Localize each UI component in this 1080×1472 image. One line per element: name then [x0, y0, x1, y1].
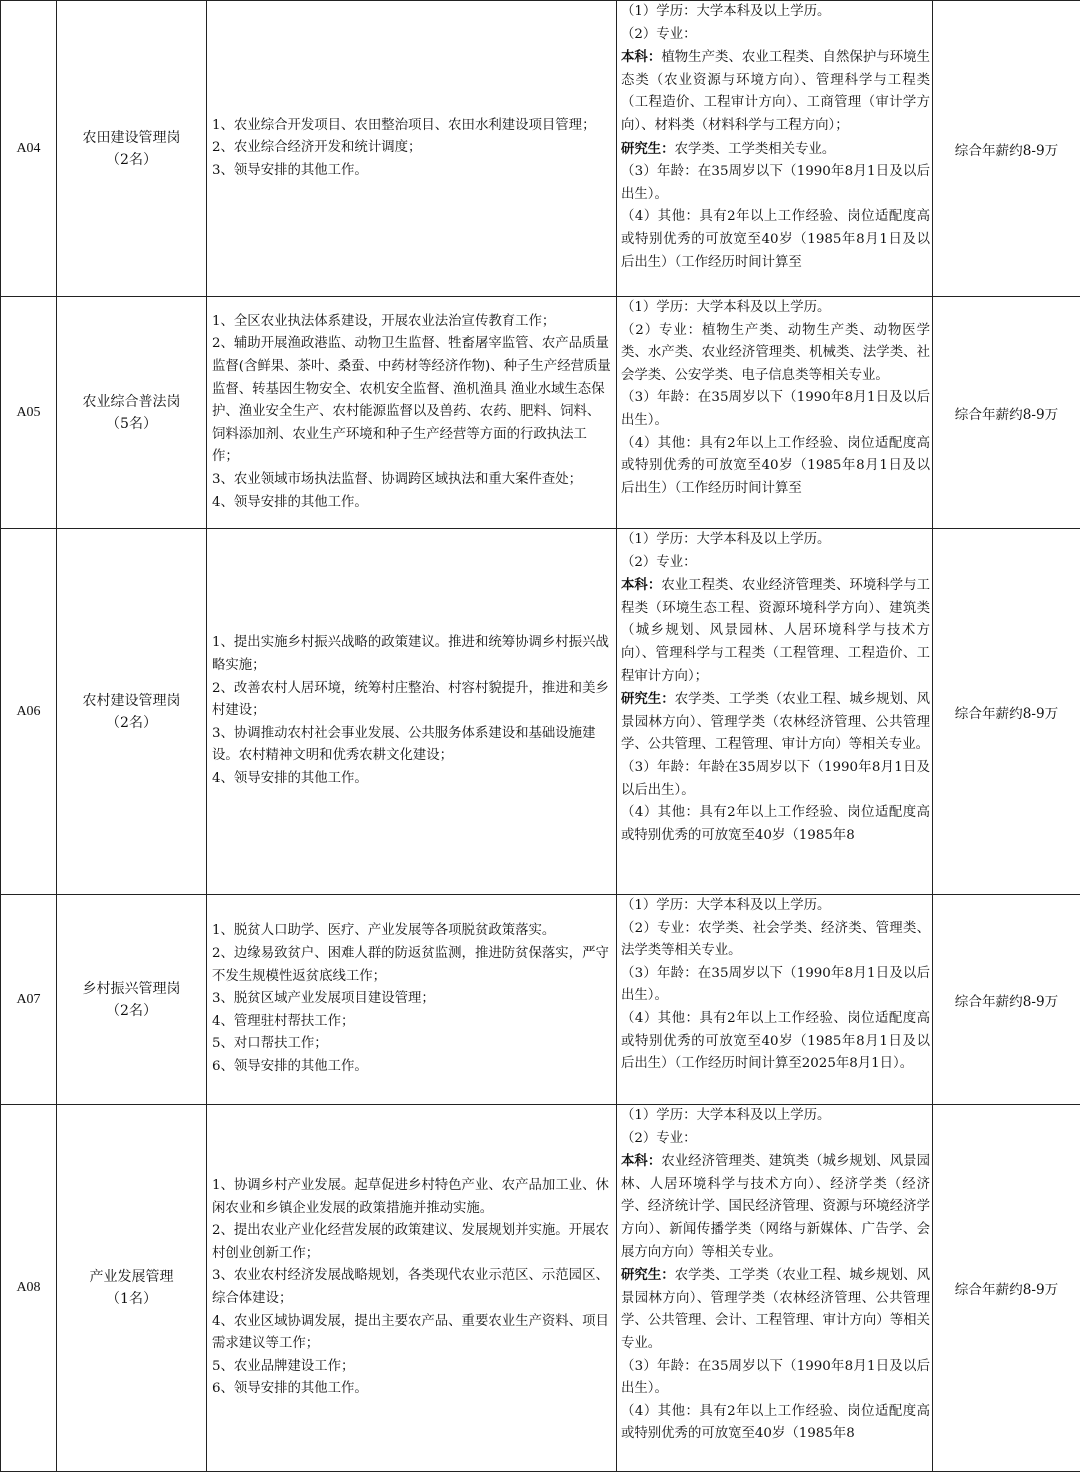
requirement-label: 研究生：: [621, 691, 675, 707]
requirement-text: （3）年龄：在35周岁以下（1990年8月1日及以后出生）。: [621, 164, 930, 202]
requirement-text: （2）专业：: [621, 27, 696, 42]
position-cell: [57, 297, 207, 529]
duty-item: 1、协调乡村产业发展。起草促进乡村特色产业、农产品加工业、休闲农业和乡镇企业发展的政策措施并推动实施。: [212, 1175, 613, 1220]
table-row: [1, 529, 1080, 895]
requirement-label: 本科：: [621, 1153, 661, 1169]
requirement-item: [621, 963, 930, 1008]
duty-item: 6、领导安排的其他工作。: [212, 1378, 613, 1401]
requirement-item: [621, 1356, 930, 1401]
requirement-item: [621, 1128, 930, 1151]
requirement-item: [621, 297, 930, 320]
requirement-text: （3）年龄：年龄在35周岁以下（1990年8月1日及以后出生）。: [621, 760, 930, 798]
position-code: A07: [1, 895, 57, 1105]
requirement-label: 本科：: [621, 49, 661, 65]
duties-cell: [207, 529, 617, 895]
requirement-item: [621, 1150, 930, 1264]
position-count: （2名）: [57, 712, 206, 734]
duty-item: 4、农业区域协调发展，提出主要农产品、重要农业生产资料、项目需求建议等工作；: [212, 1311, 613, 1356]
duty-item: 5、农业品牌建设工作；: [212, 1356, 613, 1379]
salary: 综合年薪约8-9万: [933, 297, 1080, 529]
requirement-item: [621, 574, 930, 688]
duty-item: 4、领导安排的其他工作。: [212, 768, 613, 791]
position-name: 产业发展管理: [57, 1266, 206, 1288]
duties-cell: [207, 1, 617, 297]
duties-cell: [207, 1105, 617, 1472]
duty-item: 4、管理驻村帮扶工作；: [212, 1011, 613, 1034]
requirement-text: （3）年龄：在35周岁以下（1990年8月1日及以后出生）。: [621, 966, 930, 1004]
requirement-item: [621, 433, 930, 501]
duty-item: 1、农业综合开发项目、农田整治项目、农田水利建设项目管理；: [212, 115, 613, 138]
requirement-text: （2）专业：植物生产类、动物生产类、动物医学类、水产类、农业经济管理类、机械类、法学类、社会学类、公安学类、电子信息类等相关专业。: [621, 323, 930, 383]
table-row: [1, 895, 1080, 1105]
salary: 综合年薪约8-9万: [933, 529, 1080, 895]
position-name: 农业综合普法岗: [57, 391, 206, 413]
requirement-text: （3）年龄：在35周岁以下（1990年8月1日及以后出生）。: [621, 1359, 930, 1397]
position-name: 农田建设管理岗: [57, 127, 206, 149]
duty-item: 2、提出农业产业化经营发展的政策建议、发展规划并实施。开展农村创业创新工作；: [212, 1220, 613, 1265]
requirement-item: [621, 1008, 930, 1076]
position-count: （5名）: [57, 413, 206, 435]
requirements-cell: [617, 1105, 933, 1472]
requirement-text: （4）其他：具有2年以上工作经验、岗位适配度高或特别优秀的可放宽至40岁（1985年8月1日及以后出生）（工作经历时间计算至2025年8月1日）。: [621, 1011, 930, 1071]
requirement-item: [621, 918, 930, 963]
requirement-text: （4）其他：具有2年以上工作经验、岗位适配度高或特别优秀的可放宽至40岁（1985年8月1日及以后出生）（工作经历时间计算至: [621, 436, 930, 496]
table-row: [1, 1105, 1080, 1472]
requirement-text: 农业经济管理类、建筑类（城乡规划、风景园林、人居环境科学与技术方向）、经济学类（经济学、经济统计学、国民经济管理、资源与环境经济学方向）、新闻传播学类（网络与新媒体、广告学、会展方向方向）等相关专业。: [621, 1154, 930, 1259]
requirement-text: （4）其他：具有2年以上工作经验、岗位适配度高或特别优秀的可放宽至40岁（1985年8月1日及以后出生）（工作经历时间计算至: [621, 209, 930, 269]
requirement-text: 农学类、工学类（农业工程、城乡规划、风景园林方向）、管理学类（农林经济管理、公共管理学、公共管理、会计、工程管理、审计方向）等相关专业。: [621, 1268, 930, 1351]
requirement-item: [621, 24, 930, 47]
requirement-text: （1）学历：大学本科及以上学历。: [621, 300, 830, 315]
duty-item: 1、提出实施乡村振兴战略的政策建议。推进和统筹协调乡村振兴战略实施；: [212, 632, 613, 677]
duty-item: 5、对口帮扶工作；: [212, 1033, 613, 1056]
requirement-item: [621, 320, 930, 388]
requirement-item: [621, 1105, 930, 1128]
position-count: （1名）: [57, 1288, 206, 1310]
position-cell: [57, 895, 207, 1105]
duty-item: 2、改善农村人居环境，统筹村庄整治、村容村貌提升，推进和美乡村建设；: [212, 678, 613, 723]
duty-item: 3、协调推动农村社会事业发展、公共服务体系建设和基础设施建设。农村精神文明和优秀农耕文化建设；: [212, 723, 613, 768]
requirement-text: （2）专业：农学类、社会学类、经济类、管理类、法学类等相关专业。: [621, 921, 930, 959]
requirement-item: [621, 206, 930, 274]
position-name: 农村建设管理岗: [57, 690, 206, 712]
requirement-text: （3）年龄：在35周岁以下（1990年8月1日及以后出生）。: [621, 390, 930, 428]
requirements-cell: [617, 1, 933, 297]
requirement-text: 植物生产类、农业工程类、自然保护与环境生态类（农业资源与环境方向）、管理科学与工程类（工程造价、工程审计方向）、工商管理（审计学方向）、材料类（材料科学与工程方向）；: [621, 50, 930, 133]
position-cell: [57, 1, 207, 297]
requirement-item: [621, 895, 930, 918]
position-code: A05: [1, 297, 57, 529]
requirement-text: （1）学历：大学本科及以上学历。: [621, 898, 830, 913]
requirements-cell: [617, 529, 933, 895]
position-cell: [57, 1105, 207, 1472]
requirement-label: 本科：: [621, 577, 661, 593]
requirements-cell: [617, 297, 933, 529]
salary: 综合年薪约8-9万: [933, 1105, 1080, 1472]
requirement-item: [621, 138, 930, 162]
position-name: 乡村振兴管理岗: [57, 978, 206, 1000]
duty-item: 2、边缘易致贫户、困难人群的防返贫监测，推进防贫保落实，严守不发生规模性返贫底线工作；: [212, 943, 613, 988]
salary: 综合年薪约8-9万: [933, 895, 1080, 1105]
duty-item: 3、农业领域市场执法监督、协调跨区域执法和重大案件查处；: [212, 469, 613, 492]
requirement-item: [621, 757, 930, 802]
duty-item: 4、领导安排的其他工作。: [212, 492, 613, 515]
position-code: A08: [1, 1105, 57, 1472]
duty-item: 3、农业农村经济发展战略规划，各类现代农业示范区、示范园区、综合体建设；: [212, 1265, 613, 1310]
position-count: （2名）: [57, 1000, 206, 1022]
requirement-item: [621, 1401, 930, 1446]
requirement-item: [621, 802, 930, 847]
requirement-item: [621, 529, 930, 552]
requirement-text: （4）其他：具有2年以上工作经验、岗位适配度高或特别优秀的可放宽至40岁（1985年8: [621, 805, 930, 843]
requirement-text: （2）专业：: [621, 1131, 696, 1146]
duties-cell: [207, 895, 617, 1105]
requirement-item: [621, 387, 930, 432]
requirement-label: 研究生：: [621, 1267, 675, 1283]
duty-item: 3、脱贫区域产业发展项目建设管理；: [212, 988, 613, 1011]
requirement-item: [621, 552, 930, 575]
duty-item: 3、领导安排的其他工作。: [212, 160, 613, 183]
table-row: [1, 297, 1080, 529]
requirement-text: （2）专业：: [621, 555, 696, 570]
duty-item: 1、全区农业执法体系建设，开展农业法治宣传教育工作；: [212, 311, 613, 334]
requirement-item: [621, 161, 930, 206]
requirement-text: 农业工程类、农业经济管理类、环境科学与工程类（环境生态工程、资源环境科学方向）、建筑类（城乡规划、风景园林、人居环境科学与技术方向）、管理科学与工程类（工程管理、工程造价、工程审计方向）；: [621, 578, 930, 683]
duty-item: 6、领导安排的其他工作。: [212, 1056, 613, 1079]
requirement-item: [621, 1, 930, 24]
requirement-item: [621, 688, 930, 757]
requirement-item: [621, 1264, 930, 1355]
requirements-cell: [617, 895, 933, 1105]
duty-item: 1、脱贫人口助学、医疗、产业发展等各项脱贫政策落实。: [212, 920, 613, 943]
requirement-text: （1）学历：大学本科及以上学历。: [621, 4, 830, 19]
position-cell: [57, 529, 207, 895]
requirement-text: 农学类、工学类相关专业。: [675, 142, 836, 157]
position-code: A06: [1, 529, 57, 895]
position-code: A04: [1, 1, 57, 297]
duty-item: 2、农业综合经济开发和统计调度；: [212, 137, 613, 160]
requirement-label: 研究生：: [621, 141, 675, 157]
requirement-text: （1）学历：大学本科及以上学历。: [621, 532, 830, 547]
table-row: [1, 1, 1080, 297]
salary: 综合年薪约8-9万: [933, 1, 1080, 297]
duty-item: 2、辅助开展渔政港监、动物卫生监督、牲畜屠宰监管、农产品质量监督(含鲜果、茶叶、桑蚕、中药材等经济作物)、种子生产经营质量监督、转基因生物安全、农机安全监督、渔机渔具 渔业水域生态保护、渔业安全生产、农村能源监督以及兽药、农药、肥料、饲料、饲料添加剂、农业生产环境和种子生产经营等方面的行政执法工作；: [212, 333, 613, 469]
requirement-text: （1）学历：大学本科及以上学历。: [621, 1108, 830, 1123]
requirement-item: [621, 46, 930, 137]
requirement-text: （4）其他：具有2年以上工作经验、岗位适配度高或特别优秀的可放宽至40岁（1985年8: [621, 1404, 930, 1442]
duties-cell: [207, 297, 617, 529]
requirement-text: 农学类、工学类（农业工程、城乡规划、风景园林方向）、管理学类（农林经济管理、公共管理学、公共管理、工程管理、审计方向）等相关专业。: [621, 692, 930, 752]
position-count: （2名）: [57, 149, 206, 171]
